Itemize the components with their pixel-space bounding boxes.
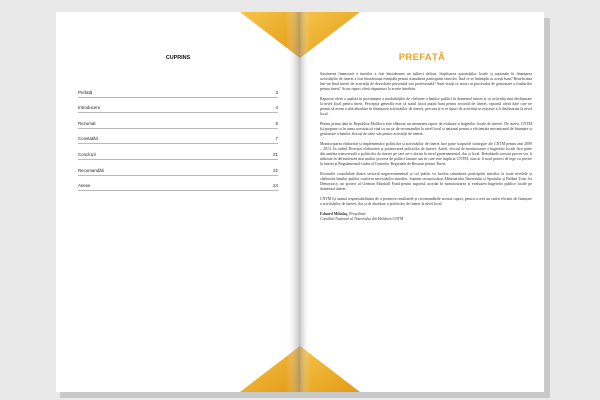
- toc-page: 24: [273, 183, 278, 189]
- table-of-contents: [78, 82, 278, 191]
- preface-title: PREFAȚĂ: [398, 52, 446, 63]
- left-page: [56, 12, 300, 392]
- toc-label: Constatări: [78, 136, 99, 142]
- toc-label: Introducere: [78, 105, 101, 111]
- toc-label: Prefață: [78, 89, 93, 95]
- toc-item-recomandari: [78, 160, 278, 176]
- toc-item-prefata: [78, 82, 278, 98]
- preface-paragraph: Pentru prima dată în Republica Moldova este elaborat un asemenea raport de evaluare a bugetelor locale de tineret. De aceea, CNTM își propune ca în urma acestuia să vină cu un șir de recomandări la nivel local și național pentru a eficientiza mecanismul de finanțare și gestionare a banilor alocați de către stat pentru activități de tineret.: [320, 121, 532, 137]
- preface-paragraph: Eforturile consolidate dintre sectorul neguvernamental și cel public va facilita stimularea participării tinerilor la toate nivelele și cheltuirea banilor publici conform necesităților tinerilor. Suntem recunoscători Ministerului Tineretului și Sportului și Balkan Trust for Democracy, un proiect al German Marshall Fund pentru suportul acordat în monitorizarea și evaluarea bugetelor publice locale pe domeniul tineret.: [320, 171, 532, 192]
- signature-block: [320, 212, 532, 222]
- toc-page: 4: [275, 105, 278, 111]
- toc-label: Rezumat: [78, 120, 96, 126]
- toc-item-concluzii: [78, 144, 278, 160]
- toc-label: Concluzii: [78, 151, 96, 157]
- toc-item-rezumat: [78, 113, 278, 129]
- signature-name: Eduard Mihalaș,: [320, 212, 349, 217]
- preface-paragraph: CNTM își asumă responsabilitatea de a promova rezultatele și recomandările acestui raport, pentru a crea un cadru eficient de finanțare a activităților de tineret, dar și de abordare a politicilor de tineret la nivel local.: [320, 196, 532, 206]
- toc-item-constatari: [78, 129, 278, 145]
- toc-page: 5: [275, 120, 278, 126]
- toc-label: Recomandări: [78, 167, 105, 173]
- preface-body: [320, 72, 532, 222]
- toc-page: 7: [275, 136, 278, 142]
- toc-page: 21: [273, 151, 278, 157]
- toc-page: 22: [273, 167, 278, 173]
- preface-paragraph: Monitorizarea elaborării și implementării politicilor și activităților de tineret face parte scopurile strategice ale CNTM pentru anii 2009 – 2013. În cadrul Direcției elaborarea și promovarea politicilor de tineret. Astfel, efortul de monitorizare a bugetelor locale face parte din analiza transversală a politicilor de tineret pe care ne-o dorim la nivel guvernamental, dar și local. Rezultatele acestui proces vor fi utilizate în definitivarea mai multor procese de politici lansate sau în care este implicat CNTM, cum ar fi noul proiect de lege cu privire la tineret și Regulamentul-cadru al Centrelor Regionale de Resurse pentru Tineri.: [320, 141, 532, 167]
- preface-paragraph: Susținerea financiară a tinerilor a fost întotdeauna un subiect delicat. Implicarea autorităților locale și naționale în finanțarea activităților de tineret a fost întotdeauna esențială pentru stimularea participării tinerilor. Însă ce se întâmplă cu acești bani? Beneficiază într-un final tinerii de activități de dezvoltare personală sau profesională? Sunt vizați ce actori ai procesului de gestionare a fondurilor pentru tineri? Acest raport oferă răspunsuri la aceste întrebări.: [320, 72, 532, 92]
- preface-paragraph: Raportul oferă o analiză în profunzime a modalităților de cheltuire a banilor publici în domeniul tineret și ce activități sunt desfășurate la nivel local pentru tineri. Percepția generală este că statul alocă puțini bani pentru sectorul de tineret, raportul oferă date care ne permit să avem o altă abordare în finanțarea activităților de tineret, precum și-n ce tipuri de activități se reușește a fi desfășurate la nivel local.: [320, 96, 532, 117]
- signature-role: Președinte: [349, 212, 366, 217]
- toc-title: CUPRINS: [165, 55, 191, 61]
- toc-item-anexe: [78, 176, 278, 192]
- signature-organization: Consiliul Național al Tineretului din Moldova CNTM: [320, 217, 404, 222]
- toc-page: 3: [275, 89, 278, 95]
- right-page: [300, 12, 544, 392]
- toc-item-introducere: [78, 98, 278, 114]
- toc-label: Anexe: [78, 183, 91, 189]
